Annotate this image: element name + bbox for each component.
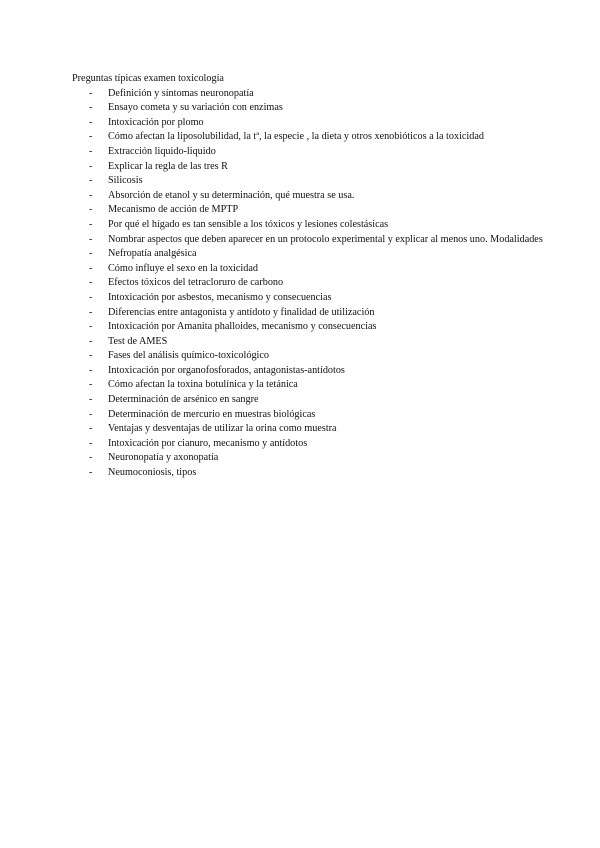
- list-item-text: Intoxicación por asbestos, mecanismo y consecuencias: [108, 291, 332, 303]
- list-item-text: Absorción de etanol y su determinación, qué muestra se usa.: [108, 189, 355, 201]
- list-item-text: Intoxicación por plomo: [108, 116, 204, 128]
- list-item-text: Explicar la regla de las tres R: [108, 160, 228, 172]
- bullet-dash: -: [89, 102, 93, 114]
- list-item-text: Extracción liquido-liquido: [108, 145, 216, 157]
- bullet-dash: -: [89, 204, 93, 216]
- list-item: [72, 320, 552, 335]
- list-item: [72, 130, 552, 145]
- list-item-text: Cómo afectan la liposolubilidad, la tª, la especie , la dieta y otros xenobióticos a la toxicidad: [108, 131, 484, 143]
- list-item: [72, 276, 552, 291]
- bullet-dash: -: [89, 452, 93, 464]
- list-item: [72, 349, 552, 364]
- list-item: [72, 145, 552, 160]
- list-item-text: Nombrar aspectos que deben aparecer en un protocolo experimental y explicar al menos uno. Modalidades: [108, 233, 543, 245]
- list-item-text: Efectos tóxicos del tetracloruro de carbono: [108, 277, 284, 289]
- document-title: Preguntas típicas examen toxicología: [72, 73, 224, 84]
- list-item-text: Intoxicación por cianuro, mecanismo y antídotos: [108, 437, 308, 449]
- list-item: [72, 218, 552, 233]
- list-item: [72, 306, 552, 321]
- list-item-text: Ventajas y desventajas de utilizar la orina como muestra: [108, 423, 337, 435]
- bullet-dash: -: [89, 394, 93, 406]
- list-item-text: Neumoconiosis, tipos: [108, 467, 197, 479]
- list-item: [72, 160, 552, 175]
- list-item: [72, 422, 552, 437]
- bullet-dash: -: [89, 233, 93, 245]
- list-item: [72, 437, 552, 452]
- question-list: [72, 87, 552, 481]
- bullet-dash: -: [89, 335, 93, 347]
- bullet-dash: -: [89, 277, 93, 289]
- bullet-dash: -: [89, 87, 93, 99]
- list-item-text: Diferencias entre antagonista y antídoto y finalidad de utilización: [108, 306, 375, 318]
- bullet-dash: -: [89, 116, 93, 128]
- list-item: [72, 408, 552, 423]
- bullet-dash: -: [89, 218, 93, 230]
- list-item-text: Intoxicación por organofosforados, antagonistas-antídotos: [108, 364, 345, 376]
- list-item: [72, 451, 552, 466]
- list-item-text: Por qué el hígado es tan sensible a los tóxicos y lesiones colestásicas: [108, 218, 389, 230]
- list-item-text: Intoxicación por Amanita phalloides, mecanismo y consecuencias: [108, 321, 377, 333]
- bullet-dash: -: [89, 291, 93, 303]
- list-item: [72, 116, 552, 131]
- list-item-text: Silicosis: [108, 175, 143, 187]
- bullet-dash: -: [89, 306, 93, 318]
- bullet-dash: -: [89, 467, 93, 479]
- bullet-dash: -: [89, 160, 93, 172]
- list-item-text: Determinación de mercurio en muestras biológicas: [108, 408, 316, 420]
- bullet-dash: -: [89, 350, 93, 362]
- list-item-text: Test de AMES: [108, 335, 168, 347]
- list-item: [72, 466, 552, 481]
- bullet-dash: -: [89, 423, 93, 435]
- list-item: [72, 101, 552, 116]
- list-item-text: Mecanismo de acción de MPTP: [108, 204, 239, 216]
- bullet-dash: -: [89, 131, 93, 143]
- list-item-text: Ensayo cometa y su variación con enzimas: [108, 102, 283, 114]
- list-item-text: Fases del análisis químico-toxicológico: [108, 350, 269, 362]
- list-item: [72, 174, 552, 189]
- list-item: [72, 189, 552, 204]
- list-item: [72, 364, 552, 379]
- list-item-text: Determinación de arsénico en sangre: [108, 394, 259, 406]
- bullet-dash: -: [89, 408, 93, 420]
- list-item-text: Nefropatía analgésica: [108, 248, 197, 260]
- list-item: [72, 291, 552, 306]
- bullet-dash: -: [89, 262, 93, 274]
- list-item: [72, 203, 552, 218]
- list-item-text: Cómo afectan la toxina botulínica y la tetánica: [108, 379, 298, 391]
- bullet-dash: -: [89, 175, 93, 187]
- list-item-text: Definición y síntomas neuronopatía: [108, 87, 254, 99]
- list-item: [72, 378, 552, 393]
- bullet-dash: -: [89, 437, 93, 449]
- bullet-dash: -: [89, 145, 93, 157]
- list-item-text: Neuronopatía y axonopatía: [108, 452, 219, 464]
- list-item: [72, 393, 552, 408]
- list-item: [72, 262, 552, 277]
- bullet-dash: -: [89, 321, 93, 333]
- bullet-dash: -: [89, 189, 93, 201]
- bullet-dash: -: [89, 248, 93, 260]
- list-item: [72, 247, 552, 262]
- bullet-dash: -: [89, 364, 93, 376]
- list-item: [72, 335, 552, 350]
- list-item: [72, 233, 552, 248]
- bullet-dash: -: [89, 379, 93, 391]
- list-item-text: Cómo influye el sexo en la toxicidad: [108, 262, 258, 274]
- list-item: [72, 87, 552, 102]
